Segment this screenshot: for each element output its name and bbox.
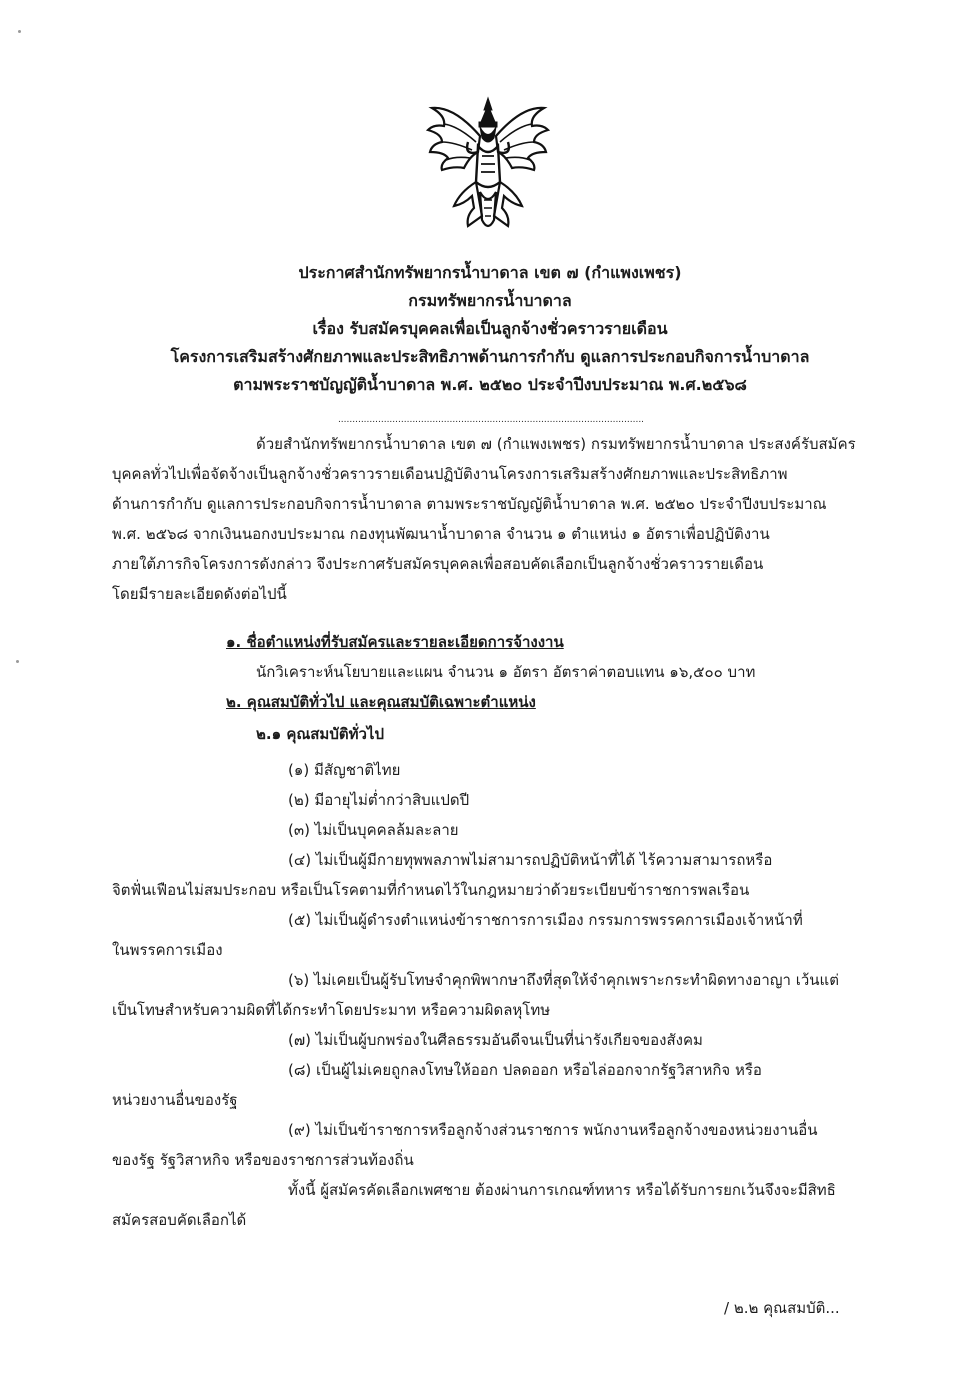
military-note: ทั้งนี้ ผู้สมัครคัดเลือกเพศชาย ต้องผ่านการเกณฑ์ทหาร หรือได้รับการยกเว้นจึงจะมีสิทธิ bbox=[288, 1181, 836, 1199]
fiscal-year-line: ตามพระราชบัญญัติน้ำบาดาล พ.ศ. ๒๕๒๐ ประจำปีงบประมาณ พ.ศ.๒๕๖๘ bbox=[233, 375, 747, 394]
intro-paragraph-line: ด้านการกำกับ ดูแลการประกอบกิจการน้ำบาดาล ตามพระราชบัญญัติน้ำบาดาล พ.ศ. ๒๕๒๐ ประจำปีงบประมาณ bbox=[112, 495, 827, 513]
scan-speck bbox=[16, 660, 19, 663]
intro-paragraph-line: บุคคลทั่วไปเพื่อจัดจ้างเป็นลูกจ้างชั่วคราวรายเดือนปฏิบัติงานโครงการเสริมสร้างศักยภาพและประสิทธิภาพ bbox=[112, 465, 788, 483]
qualification-item: (๓) ไม่เป็นบุคคลล้มละลาย bbox=[288, 821, 459, 839]
military-note-continued: สมัครสอบคัดเลือกได้ bbox=[112, 1211, 247, 1229]
separator-dots: ........................................................................................................... bbox=[337, 415, 645, 425]
section-1-heading: ๑. ชื่อตำแหน่งที่รับสมัครและรายละเอียดการจ้างงาน bbox=[226, 633, 564, 651]
qualification-item-continued: จิตฟั่นเฟือนไม่สมประกอบ หรือเป็นโรคตามที่กำหนดไว้ในกฎหมายว่าด้วยระเบียบข้าราชการพลเรือน bbox=[112, 881, 750, 899]
qualification-item: (๗) ไม่เป็นผู้บกพร่องในศีลธรรมอันดีจนเป็นที่น่ารังเกียจของสังคม bbox=[288, 1031, 703, 1049]
subject-line: เรื่อง รับสมัครบุคคลเพื่อเป็นลูกจ้างชั่วคราวรายเดือน bbox=[312, 319, 668, 338]
intro-paragraph-line: พ.ศ. ๒๕๖๘ จากเงินนอกงบประมาณ กองทุนพัฒนาน้ำบาดาล จำนวน ๑ ตำแหน่ง ๑ อัตราเพื่อปฏิบัติงาน bbox=[112, 525, 770, 543]
qualification-item: (๑) มีสัญชาติไทย bbox=[288, 761, 401, 779]
intro-paragraph-line: ภายใต้ภารกิจโครงการดังกล่าว จึงประกาศรับสมัครบุคคลเพื่อสอบคัดเลือกเป็นลูกจ้างชั่วคราวรายเดือน bbox=[112, 555, 764, 573]
garuda-emblem-icon bbox=[424, 96, 552, 236]
section-2-heading: ๒. คุณสมบัติทั่วไป และคุณสมบัติเฉพาะตำแหน่ง bbox=[226, 693, 536, 711]
qualification-item-continued: เป็นโทษสำหรับความผิดที่ได้กระทำโดยประมาท หรือความผิดลหุโทษ bbox=[112, 1001, 551, 1019]
qualification-item-continued: ของรัฐ รัฐวิสาหกิจ หรือของราชการส่วนท้องถิ่น bbox=[112, 1151, 414, 1169]
position-detail: นักวิเคราะห์นโยบายและแผน จำนวน ๑ อัตรา อัตราค่าตอบแทน ๑๖,๕๐๐ บาท bbox=[256, 663, 756, 681]
qualification-item: (๖) ไม่เคยเป็นผู้รับโทษจำคุกพิพากษาถึงที่สุดให้จำคุกเพราะกระทำผิดทางอาญา เว้นแต่ bbox=[288, 971, 839, 989]
section-2-1-heading: ๒.๑ คุณสมบัติทั่วไป bbox=[256, 725, 384, 743]
qualification-item-continued: หน่วยงานอื่นของรัฐ bbox=[112, 1091, 238, 1109]
qualification-item-continued: ในพรรคการเมือง bbox=[112, 941, 223, 959]
announcement-title: ประกาศสำนักทรัพยากรน้ำบาดาล เขต ๗ (กำแพงเพชร) bbox=[298, 263, 682, 282]
qualification-item: (๙) ไม่เป็นข้าราชการหรือลูกจ้างส่วนราชการ พนักงานหรือลูกจ้างของหน่วยงานอื่น bbox=[288, 1121, 818, 1139]
department-name: กรมทรัพยากรน้ำบาดาล bbox=[408, 291, 572, 310]
scan-speck bbox=[18, 30, 21, 33]
qualification-item: (๒) มีอายุไม่ต่ำกว่าสิบแปดปี bbox=[288, 791, 470, 809]
intro-paragraph-line: ด้วยสำนักทรัพยากรน้ำบาดาล เขต ๗ (กำแพงเพชร) กรมทรัพยากรน้ำบาดาล ประสงค์รับสมัคร bbox=[256, 435, 856, 453]
qualification-item: (๕) ไม่เป็นผู้ดำรงตำแหน่งข้าราชการการเมือง กรรมการพรรคการเมืองเจ้าหน้าที่ bbox=[288, 911, 803, 929]
project-line: โครงการเสริมสร้างศักยภาพและประสิทธิภาพด้านการกำกับ ดูแลการประกอบกิจการน้ำบาดาล bbox=[170, 347, 810, 366]
intro-paragraph-line: โดยมีรายละเอียดดังต่อไปนี้ bbox=[112, 585, 287, 603]
continued-marker: / ๒.๒ คุณสมบัติ... bbox=[724, 1299, 840, 1317]
qualification-item: (๔) ไม่เป็นผู้มีกายทุพพลภาพไม่สามารถปฏิบัติหน้าที่ได้ ไร้ความสามารถหรือ bbox=[288, 851, 773, 869]
qualification-item: (๘) เป็นผู้ไม่เคยถูกลงโทษให้ออก ปลดออก หรือไล่ออกจากรัฐวิสาหกิจ หรือ bbox=[288, 1061, 762, 1079]
